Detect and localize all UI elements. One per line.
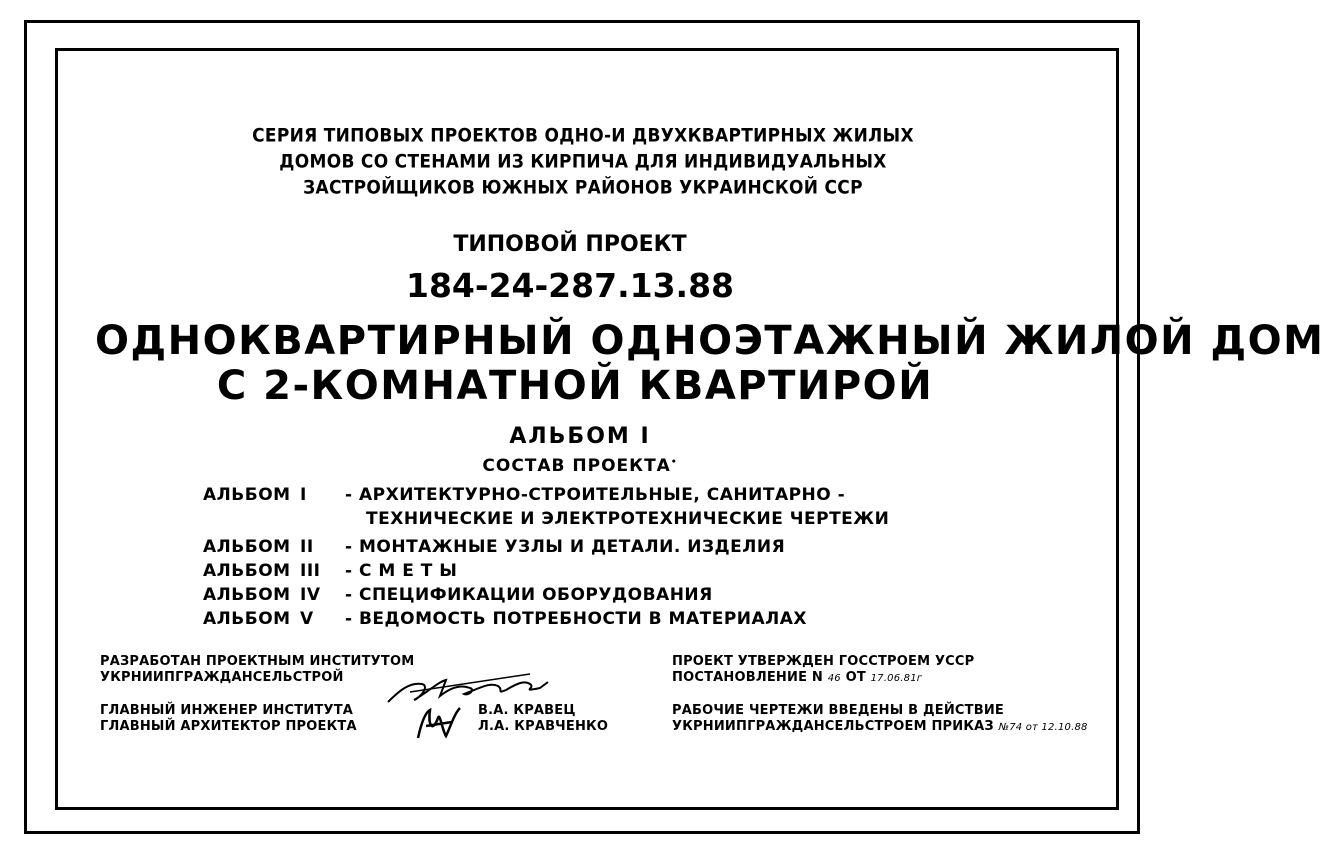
resolution-number: 46 <box>827 673 841 684</box>
album-text: - С М Е Т Ы <box>345 561 458 581</box>
contents-heading: СОСТАВ ПРОЕКТА• <box>482 456 678 476</box>
series-line-1: СЕРИЯ ТИПОВЫХ ПРОЕКТОВ ОДНО-И ДВУХКВАРТИРНЫХ ЖИЛЫХ <box>252 125 914 147</box>
album-number: I <box>300 485 307 505</box>
album-label: АЛЬБОМ <box>203 561 291 581</box>
effective-line-2: УКРНИИПГРАЖДАНСЕЛЬСТРОЕМ ПРИКАЗ №74 от 12.10.88 <box>672 719 1088 734</box>
effective-line-1: РАБОЧИЕ ЧЕРТЕЖИ ВВЕДЕНЫ В ДЕЙСТВИЕ <box>672 703 1005 718</box>
approved-line-1: ПРОЕКТ УТВЕРЖДЕН ГОССТРОЕМ УССР <box>672 654 975 669</box>
album-label: АЛЬБОМ <box>203 609 291 629</box>
album-label: АЛЬБОМ <box>203 537 291 557</box>
developed-by-line-1: РАЗРАБОТАН ПРОЕКТНЫМ ИНСТИТУТОМ <box>100 654 415 669</box>
album-text: - МОНТАЖНЫЕ УЗЛЫ И ДЕТАЛИ. ИЗДЕЛИЯ <box>345 537 786 557</box>
album-label: АЛЬБОМ <box>203 585 291 605</box>
chief-engineer-name: В.А. КРАВЕЦ <box>478 703 576 718</box>
album-heading: АЛЬБОМ I <box>509 424 651 449</box>
album-number: II <box>300 537 314 557</box>
approved-line-2: ПОСТАНОВЛЕНИЕ N 46 ОТ 17.06.81г <box>672 670 923 685</box>
resolution-date: 17.06.81г <box>870 673 923 684</box>
album-number: III <box>300 561 321 581</box>
album-text-cont: ТЕХНИЧЕСКИЕ И ЭЛЕКТРОТЕХНИЧЕСКИЕ ЧЕРТЕЖИ <box>366 509 890 529</box>
project-title-line-1: ОДНОКВАРТИРНЫЙ ОДНОЭТАЖНЫЙ ЖИЛОЙ ДОМ <box>95 318 1324 364</box>
series-line-3: ЗАСТРОЙЩИКОВ ЮЖНЫХ РАЙОНОВ УКРАИНСКОЙ ССР <box>303 177 863 199</box>
project-number: 184-24-287.13.88 <box>405 266 734 305</box>
album-text: - СПЕЦИФИКАЦИИ ОБОРУДОВАНИЯ <box>345 585 713 605</box>
order-number: №74 от 12.10.88 <box>998 722 1088 733</box>
signature-kravchenko <box>408 700 478 750</box>
album-text: - АРХИТЕКТУРНО-СТРОИТЕЛЬНЫЕ, САНИТАРНО - <box>345 485 846 505</box>
series-line-2: ДОМОВ СО СТЕНАМИ ИЗ КИРПИЧА ДЛЯ ИНДИВИДУАЛЬНЫХ <box>279 151 887 173</box>
chief-architect-title: ГЛАВНЫЙ АРХИТЕКТОР ПРОЕКТА <box>100 719 357 734</box>
album-label: АЛЬБОМ <box>203 485 291 505</box>
project-type: ТИПОВОЙ ПРОЕКТ <box>453 232 687 257</box>
album-number: V <box>300 609 314 629</box>
album-number: IV <box>300 585 321 605</box>
chief-architect-name: Л.А. КРАВЧЕНКО <box>478 719 609 734</box>
chief-engineer-title: ГЛАВНЫЙ ИНЖЕНЕР ИНСТИТУТА <box>100 703 354 718</box>
developed-by-line-2: УКРНИИПГРАЖДАНСЕЛЬСТРОЙ <box>100 670 344 685</box>
album-text: - ВЕДОМОСТЬ ПОТРЕБНОСТИ В МАТЕРИАЛАХ <box>345 609 808 629</box>
project-title-line-2: С 2-КОМНАТНОЙ КВАРТИРОЙ <box>216 363 934 409</box>
